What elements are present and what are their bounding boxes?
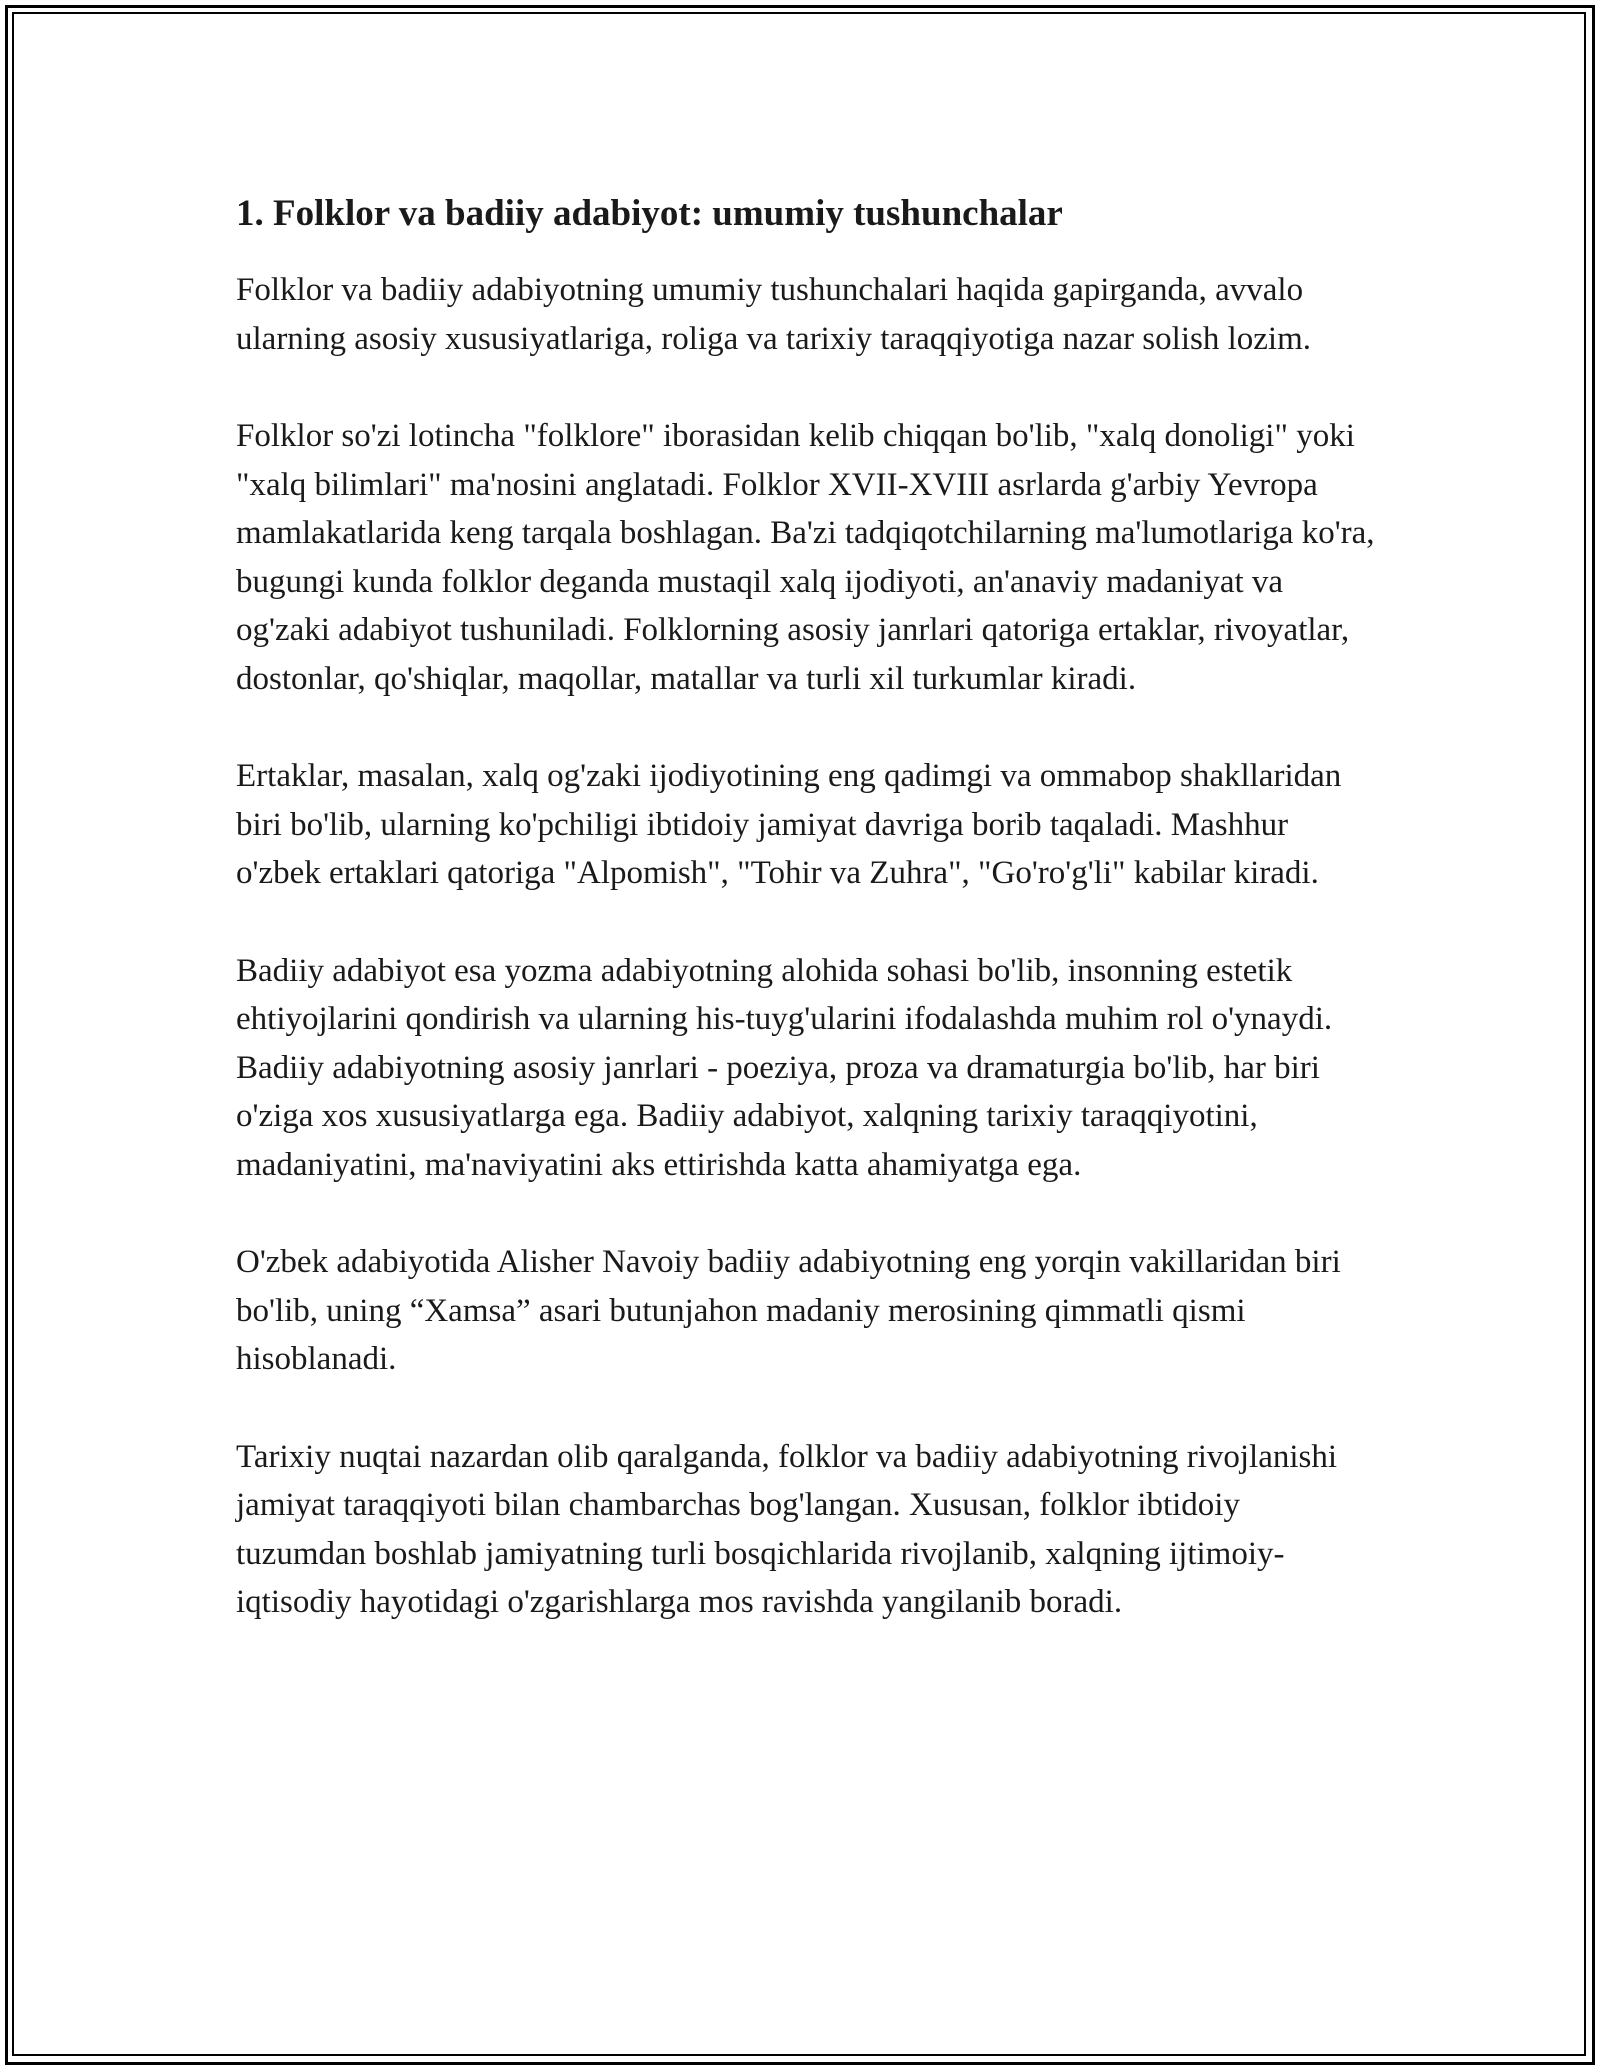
paragraph-badiiy-adabiyot: Badiiy adabiyot esa yozma adabiyotning alohida sohasi bo'lib, insonning estetik ehtiyojlarini qondirish va ularning his-tuyg'ularini ifodalashda muhim rol o'ynaydi. Badiiy adabiyotning asosiy janrlari - poeziya, proza va dramaturgia bo'lib, har biri o'ziga xos xususiyatlarga ega. Badiiy adabiyot, xalqning tarixiy taraqqiyotini, madaniyatini, ma'naviyatini aks ettirishda katta ahamiyatga ega. [236,952,1333,1183]
paragraph-tarixiy: Tarixiy nuqtai nazardan olib qaralganda, folklor va badiiy adabiyotning rivojlanishi jamiyat taraqqiyoti bilan chambarchas bog'langan. Xususan, folklor ibtidoiy tuzumdan boshlab jamiyatning turli bosqichlarida rivojlanib, xalqning ijtimoiy-iqtisodiy hayotidagi o'zgarishlarga mos ravishda yangilanib boradi. [236,1438,1338,1620]
paragraph-ertaklar: Ertaklar, masalan, xalq og'zaki ijodiyotining eng qadimgi va ommabop shakllaridan biri bo'lib, ularning ko'pchiligi ibtidoiy jamiyat davriga borib taqaladi. Mashhur o'zbek ertaklari qatoriga "Alpomish", "Tohir va Zuhra", "Go'ro'g'li" kabilar kiradi. [236,758,1342,891]
paragraph-folklor-definition: Folklor so'zi lotincha "folklore" iborasidan kelib chiqqan bo'lib, "xalq donoligi" yoki "xalq bilimlari" ma'nosini anglatadi. Folklor XVII-XVIII asrlarda g'arbiy Yevropa mamlakatlarida keng tarqala boshlagan. Ba'zi tadqiqotchilarning ma'lumotlariga ko'ra, bugungi kunda folklor deganda mustaqil xalq ijodiyoti, an'anaviy madaniyat va og'zaki adabiyot tushuniladi. Folklorning asosiy janrlari qatoriga ertaklar, rivoyatlar, dostonlar, qo'shiqlar, maqollar, matallar va turli xil turkumlar kiradi. [236,418,1375,697]
paragraph-navoiy: O'zbek adabiyotida Alisher Navoiy badiiy adabiyotning eng yorqin vakillaridan biri bo'lib, uning “Xamsa” asari butunjahon madaniy merosining qimmatli qismi hisoblanadi. [236,1244,1341,1377]
section-heading: 1. Folklor va badiiy adabiyot: umumiy tushunchalar [236,193,1063,234]
paragraph-intro: Folklor va badiiy adabiyotning umumiy tushunchalari haqida gapirganda, avvalo ularning asosiy xususiyatlariga, roliga va tarixiy taraqqiyotiga nazar solish lozim. [236,272,1311,357]
document-body [236,188,1376,1676]
